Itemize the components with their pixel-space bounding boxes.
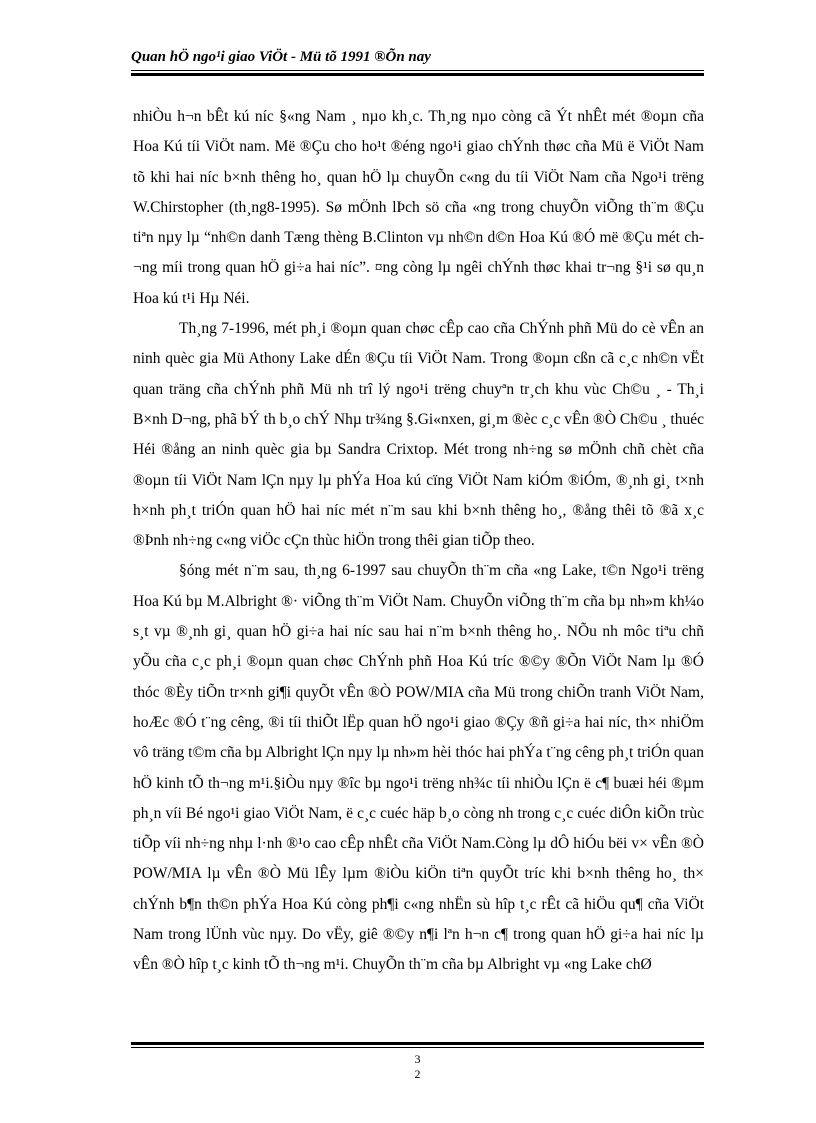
header-rule-thick (131, 73, 704, 76)
page-number-bottom: 2 (414, 1067, 421, 1081)
page-header (131, 48, 704, 66)
paragraph-1: nhiÒu h¬n bÊt kú níc §«ng Nam ¸ nµo kh¸c. Th¸ng nµo còng cã Ýt nhÊt mét ®oµn cña Hoa Kú tíi ViÖt nam. Më ®Çu cho ho¹t ®éng ngo¹i giao chÝnh thøc cña Mü ë ViÖt Nam tõ khi hai níc b×nh thêng ho¸ quan hÖ lµ chuyÕn c«ng du tíi ViÖt Nam cña Ngo¹i trëng W.Chirstopher (th¸ng8-1995). Sø mÖnh lÞch sö cña «ng trong chuyÕn viÕng th¨m ®Çu tiªn nµy lµ “nh©n danh Tæng thèng B.Clinton vµ nh©n d©n Hoa Kú ®Ó më ®Çu mét ch¬ng míi trong quan hÖ gi÷a hai níc”. ¤ng còng lµ ngêi chÝnh thøc khai tr¬ng §¹i sø qu¸n Hoa kú t¹i Hµ Néi. (133, 108, 704, 307)
page-number-top: 3 (414, 1052, 421, 1066)
footer-rule-thick (131, 1042, 704, 1045)
footer-rule-thin (131, 1047, 704, 1048)
body-text (133, 102, 704, 981)
paragraph-3: §óng mét n¨m sau, th¸ng 6-1997 sau chuyÕn th¨m cña «ng Lake, t©n Ngo¹i trëng Hoa Kú bµ M.Albright ®· viÕng th¨m ViÖt Nam. ChuyÕn viÕng th¨m cña bµ nh»m kh¼o s¸t vµ ®¸nh gi¸ quan hÖ gi÷a hai níc sau hai n¨m b×nh thêng ho¸. NÕu nh môc tiªu chñ yÕu cña c¸c ph¸i ®oµn quan chøc ChÝnh phñ Hoa Kú tríc ®©y ®Õn ViÖt Nam lµ ®Ó thóc ®Èy tiÕn tr×nh gi¶i quyÕt vÊn ®Ò POW/MIA cña Mü trong chiÕn tranh ViÖt Nam, hoÆc ®Ó t¨ng cêng, ®i tíi thiÕt lËp quan hÖ ngo¹i giao ®Çy ®ñ gi÷a hai níc, th× nhiÖm vô träng t©m cña bµ Albright lÇn nµy lµ nh»m hèi thóc hai phÝa t¨ng cêng ph¸t triÓn quan hÖ kinh tÕ th¬ng m¹i.§iÒu nµy ®îc bµ ngo¹i trëng nh¾c tíi nhiÒu lÇn ë c¶ buæi héi ®µm ph¸n víi Bé ngo¹i giao ViÖt Nam, ë c¸c cuéc häp b¸o còng nh trong c¸c cuéc diÔn kiÕn trùc tiÕp víi nh÷ng nhµ l·nh ®¹o cao cÊp nhÊt cña ViÖt Nam.Còng lµ dÔ hiÓu bëi v× vÊn ®Ò POW/MIA lµ vÊn ®Ò Mü lÊy lµm ®iÒu kiÖn tiªn quyÕt tríc khi b×nh thêng ho¸ th× chÝnh b¶n th©n phÝa Hoa Kú còng ph¶i c«ng nhËn sù hîp t¸c rÊt cã hiÖu qu¶ cña ViÖt Nam trong lÜnh vùc nµy. Do vËy, giê ®©y n¶i lªn h¬n c¶ trong quan hÖ gi÷a hai níc lµ vÊn ®Ò hîp t¸c kinh tÕ th¬ng m¹i. ChuyÕn th¨m cña bµ Albright vµ «ng Lake chØ (133, 562, 704, 974)
header-rule-thin (131, 70, 704, 71)
header-title: Quan hÖ ngo¹i giao ViÖt - Mü tõ 1991 ®Õn nay (131, 49, 431, 65)
paragraph-2: Th¸ng 7-1996, mét ph¸i ®oµn quan chøc cÊp cao cña ChÝnh phñ Mü do cè vÊn an ninh quèc gia Mü Athony Lake dÉn ®Çu tíi ViÖt Nam. Trong ®oµn cßn cã c¸c nh©n vËt quan träng cña chÝnh phñ Mü nh trî lý ngo¹i trëng chuyªn tr¸ch khu vùc Ch©u ¸ - Th¸i B×nh D¬ng, phã bÝ th b¸o chÝ Nhµ tr¾ng §.Gi«nxen, gi¸m ®èc c¸c vÊn ®Ò Ch©u ¸ thuéc Héi ®ång an ninh quèc gia bµ Sandra Crixtop. Mét trong nh÷ng sø mÖnh chñ chèt cña ®oµn tíi ViÖt Nam lÇn nµy lµ phÝa Hoa kú cïng ViÖt Nam kiÓm ®iÓm, ®¸nh gi¸ t×nh h×nh ph¸t triÓn quan hÖ hai níc mét n¨m sau khi b×nh thêng ho¸, ®ång thêi tõ ®ã x¸c ®Þnh nh÷ng c«ng viÖc cÇn thùc hiÖn trong thêi gian tiÕp theo. (133, 320, 704, 550)
